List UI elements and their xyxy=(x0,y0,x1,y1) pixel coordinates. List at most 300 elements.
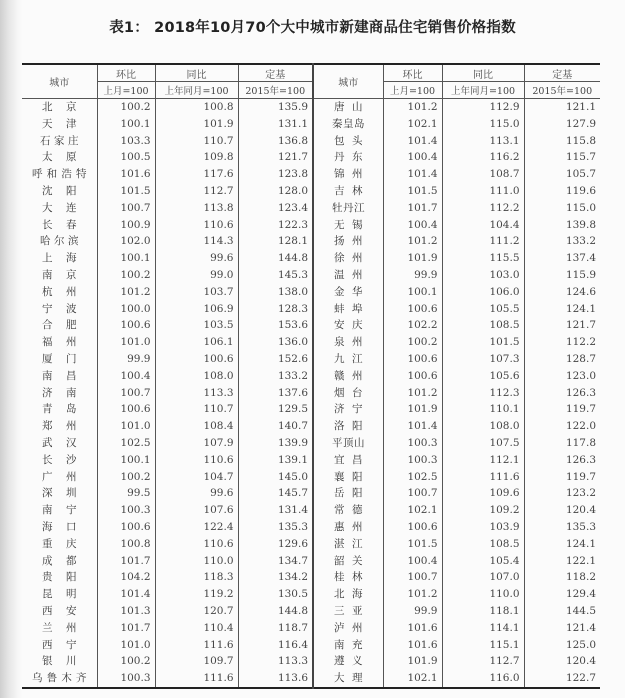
base-value-right: 126.3 xyxy=(565,453,596,466)
header-city-left: 城市 xyxy=(22,64,97,99)
base-value-left: 140.7 xyxy=(238,418,313,435)
base-value-right: 117.8 xyxy=(565,436,596,449)
table-row xyxy=(22,469,600,486)
city-name-left: 太原 xyxy=(22,149,97,166)
base-value-left: 144.8 xyxy=(238,250,313,267)
city-name-right: 泉州 xyxy=(313,334,383,351)
city-name-left: 青岛 xyxy=(22,401,97,418)
mom-value-right: 102.1 xyxy=(383,670,442,688)
base-value-right: 137.4 xyxy=(565,252,596,265)
yoy-value-right: 109.2 xyxy=(442,502,524,519)
yoy-value-right: 115.0 xyxy=(442,116,524,133)
table-row xyxy=(22,267,600,284)
mom-value-right: 100.4 xyxy=(383,553,442,570)
city-name-left: 沈阳 xyxy=(22,183,97,200)
yoy-value-left: 110.6 xyxy=(155,217,238,234)
base-value-left: 129.5 xyxy=(238,401,313,418)
yoy-value-left: 111.6 xyxy=(155,637,238,654)
yoy-value-left: 117.6 xyxy=(155,166,238,183)
city-name-left: 合肥 xyxy=(22,317,97,334)
city-name-left: 成都 xyxy=(22,553,97,570)
city-name-right: 桂林 xyxy=(313,569,383,586)
yoy-value-right: 104.4 xyxy=(442,217,524,234)
city-name-left: 郑州 xyxy=(22,418,97,435)
table-row xyxy=(22,233,600,250)
base-value-right: 133.2 xyxy=(565,235,596,248)
yoy-value-right: 107.0 xyxy=(442,569,524,586)
yoy-value-left: 107.9 xyxy=(155,435,238,452)
base-value-left: 123.4 xyxy=(238,200,313,217)
mom-value-left: 100.2 xyxy=(97,99,155,116)
base-value-right: 135.3 xyxy=(565,520,596,533)
header-row-1 xyxy=(22,64,600,82)
city-name-right: 温州 xyxy=(313,267,383,284)
yoy-value-right: 111.0 xyxy=(442,183,524,200)
yoy-value-left: 119.2 xyxy=(155,586,238,603)
yoy-value-right: 101.5 xyxy=(442,334,524,351)
base-value-left: 135.9 xyxy=(238,99,313,116)
base-value-left: 134.2 xyxy=(238,569,313,586)
mom-value-right: 101.6 xyxy=(383,637,442,654)
city-name-left: 天津 xyxy=(22,116,97,133)
base-value-left: 128.0 xyxy=(238,183,313,200)
header-yoy-right: 同比 xyxy=(442,64,524,82)
city-name-left: 深圳 xyxy=(22,485,97,502)
yoy-value-right: 118.1 xyxy=(442,603,524,620)
mom-value-right: 102.1 xyxy=(383,502,442,519)
city-name-left: 南宁 xyxy=(22,502,97,519)
mom-value-right: 100.2 xyxy=(383,334,442,351)
base-value-right: 123.0 xyxy=(565,369,596,382)
mom-value-left: 100.6 xyxy=(97,317,155,334)
header-mom-left: 环比 xyxy=(97,64,155,82)
mom-value-left: 101.4 xyxy=(97,586,155,603)
city-name-left: 昆明 xyxy=(22,586,97,603)
table-row xyxy=(22,586,600,603)
table-title: 表1： 2018年10月70个大中城市新建商品住宅销售价格指数 xyxy=(109,20,516,36)
yoy-value-left: 103.7 xyxy=(155,284,238,301)
mom-value-right: 100.7 xyxy=(383,569,442,586)
city-name-left: 杭州 xyxy=(22,284,97,301)
yoy-value-left: 100.6 xyxy=(155,351,238,368)
table-row xyxy=(22,553,600,570)
city-name-left: 海口 xyxy=(22,519,97,536)
base-value-right: 124.1 xyxy=(565,537,596,550)
mom-value-right: 100.1 xyxy=(383,284,442,301)
mom-value-left: 99.9 xyxy=(97,351,155,368)
mom-value-right: 101.4 xyxy=(383,166,442,183)
yoy-value-left: 103.5 xyxy=(155,317,238,334)
price-index-table xyxy=(22,63,600,689)
yoy-value-left: 100.8 xyxy=(155,99,238,116)
table-row xyxy=(22,250,600,267)
yoy-value-left: 99.6 xyxy=(155,250,238,267)
yoy-value-left: 113.8 xyxy=(155,200,238,217)
mom-value-right: 101.4 xyxy=(383,418,442,435)
base-value-left: 136.8 xyxy=(238,133,313,150)
table-row xyxy=(22,620,600,637)
city-name-right: 包头 xyxy=(313,133,383,150)
base-value-left: 131.1 xyxy=(238,116,313,133)
yoy-value-right: 105.4 xyxy=(442,553,524,570)
city-name-left: 西安 xyxy=(22,603,97,620)
mom-value-right: 101.5 xyxy=(383,536,442,553)
city-name-left: 宁波 xyxy=(22,301,97,318)
mom-value-left: 101.7 xyxy=(97,553,155,570)
mom-value-left: 100.6 xyxy=(97,401,155,418)
base-value-left: 139.1 xyxy=(238,452,313,469)
mom-value-right: 100.7 xyxy=(383,485,442,502)
base-value-left: 128.1 xyxy=(238,233,313,250)
table-row xyxy=(22,149,600,166)
mom-value-right: 100.3 xyxy=(383,452,442,469)
city-name-right: 吉林 xyxy=(313,183,383,200)
yoy-value-right: 116.0 xyxy=(442,670,524,688)
city-name-right: 秦皇岛 xyxy=(313,116,383,133)
city-name-right: 济宁 xyxy=(313,401,383,418)
city-name-right: 锦州 xyxy=(313,166,383,183)
base-value-left: 118.7 xyxy=(238,620,313,637)
base-value-right: 119.7 xyxy=(565,470,596,483)
yoy-value-right: 114.1 xyxy=(442,620,524,637)
city-name-left: 长沙 xyxy=(22,452,97,469)
table-body xyxy=(22,99,600,688)
city-name-right: 北海 xyxy=(313,586,383,603)
base-value-left: 128.3 xyxy=(238,301,313,318)
base-value-left: 135.3 xyxy=(238,519,313,536)
base-value-left: 122.3 xyxy=(238,217,313,234)
mom-value-left: 101.0 xyxy=(97,418,155,435)
mom-value-right: 101.9 xyxy=(383,401,442,418)
table-row xyxy=(22,637,600,654)
city-name-left: 西宁 xyxy=(22,637,97,654)
city-name-right: 襄阳 xyxy=(313,469,383,486)
mom-value-left: 102.5 xyxy=(97,435,155,452)
city-name-left: 重庆 xyxy=(22,536,97,553)
header-mom-sub-right: 上月=100 xyxy=(383,82,442,99)
base-value-right: 122.7 xyxy=(565,672,596,685)
base-value-right: 115.7 xyxy=(565,151,596,164)
mom-value-right: 101.7 xyxy=(383,200,442,217)
base-value-right: 125.0 xyxy=(565,638,596,651)
yoy-value-left: 113.3 xyxy=(155,385,238,402)
base-value-left: 152.6 xyxy=(238,351,313,368)
base-value-left: 121.7 xyxy=(238,149,313,166)
mom-value-right: 102.5 xyxy=(383,469,442,486)
table-row xyxy=(22,502,600,519)
yoy-value-right: 108.5 xyxy=(442,536,524,553)
base-value-right: 128.7 xyxy=(565,352,596,365)
city-name-right: 安庆 xyxy=(313,317,383,334)
table-row xyxy=(22,485,600,502)
base-value-left: 123.8 xyxy=(238,166,313,183)
yoy-value-right: 115.1 xyxy=(442,637,524,654)
city-name-left: 石家庄 xyxy=(22,133,97,150)
yoy-value-left: 110.6 xyxy=(155,536,238,553)
table-row xyxy=(22,200,600,217)
table-row xyxy=(22,301,600,318)
city-name-right: 惠州 xyxy=(313,519,383,536)
city-name-right: 岳阳 xyxy=(313,485,383,502)
mom-value-right: 100.4 xyxy=(383,149,442,166)
base-value-right: 121.4 xyxy=(565,621,596,634)
mom-value-left: 100.2 xyxy=(97,653,155,670)
yoy-value-left: 107.6 xyxy=(155,502,238,519)
table-row xyxy=(22,317,600,334)
yoy-value-left: 120.7 xyxy=(155,603,238,620)
mom-value-left: 100.8 xyxy=(97,536,155,553)
header-yoy-sub-left: 上年同月=100 xyxy=(155,82,238,99)
yoy-value-left: 109.7 xyxy=(155,653,238,670)
yoy-value-right: 115.5 xyxy=(442,250,524,267)
base-value-left: 130.5 xyxy=(238,586,313,603)
yoy-value-left: 111.6 xyxy=(155,670,238,688)
base-value-right: 122.0 xyxy=(565,420,596,433)
table-row xyxy=(22,452,600,469)
header-yoy-left: 同比 xyxy=(155,64,238,82)
mom-value-right: 101.5 xyxy=(383,183,442,200)
base-value-left: 144.8 xyxy=(238,603,313,620)
table-row xyxy=(22,116,600,133)
base-value-right: 121.1 xyxy=(565,101,596,113)
yoy-value-left: 108.4 xyxy=(155,418,238,435)
table-row xyxy=(22,368,600,385)
mom-value-right: 100.6 xyxy=(383,368,442,385)
city-name-right: 蚌埠 xyxy=(313,301,383,318)
base-value-left: 136.0 xyxy=(238,334,313,351)
city-name-right: 牡丹江 xyxy=(313,200,383,217)
city-name-left: 呼和浩特 xyxy=(22,166,97,183)
base-value-right: 120.4 xyxy=(565,504,596,517)
mom-value-right: 101.9 xyxy=(383,250,442,267)
base-value-left: 116.4 xyxy=(238,637,313,654)
page-edge-shadow xyxy=(0,0,22,698)
mom-value-left: 100.5 xyxy=(97,149,155,166)
city-name-left: 贵阳 xyxy=(22,569,97,586)
mom-value-left: 100.1 xyxy=(97,116,155,133)
city-name-right: 扬州 xyxy=(313,233,383,250)
table-row xyxy=(22,435,600,452)
table-row xyxy=(22,603,600,620)
mom-value-right: 100.6 xyxy=(383,351,442,368)
base-value-right: 129.4 xyxy=(565,588,596,601)
yoy-value-left: 104.7 xyxy=(155,469,238,486)
yoy-value-right: 112.9 xyxy=(442,99,524,116)
city-name-right: 遵义 xyxy=(313,653,383,670)
table-row xyxy=(22,334,600,351)
mom-value-right: 100.6 xyxy=(383,519,442,536)
city-name-right: 常德 xyxy=(313,502,383,519)
yoy-value-left: 114.3 xyxy=(155,233,238,250)
base-value-left: 137.6 xyxy=(238,385,313,402)
yoy-value-right: 110.0 xyxy=(442,586,524,603)
city-name-right: 金华 xyxy=(313,284,383,301)
header-base-right: 定基 xyxy=(524,64,600,82)
base-value-left: 113.3 xyxy=(238,653,313,670)
yoy-value-right: 105.6 xyxy=(442,368,524,385)
mom-value-left: 100.3 xyxy=(97,670,155,688)
yoy-value-right: 106.0 xyxy=(442,284,524,301)
header-city-right: 城市 xyxy=(313,64,383,99)
city-name-left: 长春 xyxy=(22,217,97,234)
table-row xyxy=(22,99,600,116)
yoy-value-left: 106.1 xyxy=(155,334,238,351)
base-value-right: 119.7 xyxy=(565,403,596,416)
city-name-right: 湛江 xyxy=(313,536,383,553)
city-name-left: 福州 xyxy=(22,334,97,351)
yoy-value-right: 112.7 xyxy=(442,653,524,670)
city-name-left: 厦门 xyxy=(22,351,97,368)
base-value-left: 129.6 xyxy=(238,536,313,553)
base-value-left: 145.3 xyxy=(238,267,313,284)
mom-value-left: 100.2 xyxy=(97,469,155,486)
yoy-value-right: 116.2 xyxy=(442,149,524,166)
base-value-right: 127.9 xyxy=(565,117,596,130)
base-value-right: 123.2 xyxy=(565,487,596,500)
mom-value-left: 100.6 xyxy=(97,519,155,536)
yoy-value-right: 108.7 xyxy=(442,166,524,183)
table-row xyxy=(22,569,600,586)
city-name-right: 宜昌 xyxy=(313,452,383,469)
city-name-right: 平顶山 xyxy=(313,435,383,452)
mom-value-left: 101.5 xyxy=(97,183,155,200)
city-name-right: 无锡 xyxy=(313,217,383,234)
mom-value-right: 101.2 xyxy=(383,233,442,250)
city-name-right: 大理 xyxy=(313,670,383,688)
yoy-value-right: 107.3 xyxy=(442,351,524,368)
base-value-right: 122.1 xyxy=(565,554,596,567)
header-mom-right: 环比 xyxy=(383,64,442,82)
base-value-right: 105.7 xyxy=(565,168,596,181)
city-name-right: 洛阳 xyxy=(313,418,383,435)
header-base-sub-right: 2015年=100 xyxy=(524,82,600,99)
mom-value-left: 100.9 xyxy=(97,217,155,234)
mom-value-left: 100.4 xyxy=(97,368,155,385)
header-mom-sub-left: 上月=100 xyxy=(97,82,155,99)
base-value-left: 139.9 xyxy=(238,435,313,452)
yoy-value-right: 103.9 xyxy=(442,519,524,536)
mom-value-left: 101.2 xyxy=(97,284,155,301)
base-value-left: 113.6 xyxy=(238,670,313,688)
city-name-left: 哈尔滨 xyxy=(22,233,97,250)
yoy-value-left: 106.9 xyxy=(155,301,238,318)
mom-value-right: 101.2 xyxy=(383,586,442,603)
mom-value-left: 101.6 xyxy=(97,166,155,183)
yoy-value-right: 110.1 xyxy=(442,401,524,418)
mom-value-left: 100.7 xyxy=(97,385,155,402)
city-name-left: 武汉 xyxy=(22,435,97,452)
mom-value-left: 100.1 xyxy=(97,250,155,267)
mom-value-right: 100.4 xyxy=(383,217,442,234)
mom-value-left: 101.3 xyxy=(97,603,155,620)
table-row xyxy=(22,519,600,536)
mom-value-left: 100.1 xyxy=(97,452,155,469)
mom-value-left: 100.0 xyxy=(97,301,155,318)
mom-value-left: 100.7 xyxy=(97,200,155,217)
city-name-right: 赣州 xyxy=(313,368,383,385)
base-value-right: 124.1 xyxy=(565,302,596,315)
base-value-left: 153.6 xyxy=(238,317,313,334)
mom-value-right: 102.1 xyxy=(383,116,442,133)
mom-value-right: 101.2 xyxy=(383,99,442,116)
base-value-right: 115.8 xyxy=(565,134,596,147)
header-row-2 xyxy=(22,82,600,99)
mom-value-left: 101.0 xyxy=(97,334,155,351)
city-name-right: 丹东 xyxy=(313,149,383,166)
base-value-right: 121.7 xyxy=(565,319,596,332)
mom-value-right: 101.9 xyxy=(383,653,442,670)
mom-value-left: 99.5 xyxy=(97,485,155,502)
yoy-value-left: 110.0 xyxy=(155,553,238,570)
city-name-left: 乌鲁木齐 xyxy=(22,670,97,688)
yoy-value-left: 112.7 xyxy=(155,183,238,200)
city-name-left: 银川 xyxy=(22,653,97,670)
base-value-right: 118.2 xyxy=(565,571,596,584)
city-name-right: 三亚 xyxy=(313,603,383,620)
mom-value-right: 101.4 xyxy=(383,133,442,150)
mom-value-right: 101.6 xyxy=(383,620,442,637)
mom-value-left: 101.0 xyxy=(97,637,155,654)
base-value-right: 115.9 xyxy=(565,268,596,281)
city-name-right: 九江 xyxy=(313,351,383,368)
yoy-value-left: 122.4 xyxy=(155,519,238,536)
yoy-value-left: 110.4 xyxy=(155,620,238,637)
header-base-left: 定基 xyxy=(238,64,313,82)
mom-value-left: 101.7 xyxy=(97,620,155,637)
mom-value-left: 102.0 xyxy=(97,233,155,250)
city-name-right: 唐山 xyxy=(313,99,383,116)
yoy-value-right: 109.6 xyxy=(442,485,524,502)
mom-value-left: 100.2 xyxy=(97,267,155,284)
yoy-value-left: 101.9 xyxy=(155,116,238,133)
table-row xyxy=(22,670,600,688)
city-name-left: 北京 xyxy=(22,99,97,116)
yoy-value-right: 111.6 xyxy=(442,469,524,486)
base-value-left: 133.2 xyxy=(238,368,313,385)
mom-value-right: 100.3 xyxy=(383,435,442,452)
base-value-left: 138.0 xyxy=(238,284,313,301)
mom-value-right: 100.6 xyxy=(383,301,442,318)
base-value-right: 112.2 xyxy=(565,336,596,349)
base-value-right: 120.4 xyxy=(565,655,596,668)
city-name-right: 韶关 xyxy=(313,553,383,570)
yoy-value-left: 110.7 xyxy=(155,401,238,418)
city-name-right: 烟台 xyxy=(313,385,383,402)
city-name-left: 济南 xyxy=(22,385,97,402)
mom-value-right: 101.2 xyxy=(383,385,442,402)
yoy-value-left: 110.6 xyxy=(155,452,238,469)
table-row xyxy=(22,536,600,553)
yoy-value-right: 108.0 xyxy=(442,418,524,435)
mom-value-right: 102.2 xyxy=(383,317,442,334)
header-base-sub-left: 2015年=100 xyxy=(238,82,313,99)
table-row xyxy=(22,351,600,368)
table-row xyxy=(22,653,600,670)
yoy-value-right: 112.2 xyxy=(442,200,524,217)
city-name-left: 南昌 xyxy=(22,368,97,385)
base-value-right: 115.0 xyxy=(565,201,596,214)
base-value-right: 119.6 xyxy=(565,184,596,197)
base-value-left: 145.7 xyxy=(238,485,313,502)
city-name-left: 兰州 xyxy=(22,620,97,637)
city-name-left: 南京 xyxy=(22,267,97,284)
yoy-value-left: 108.0 xyxy=(155,368,238,385)
yoy-value-left: 99.6 xyxy=(155,485,238,502)
mom-value-right: 99.9 xyxy=(383,267,442,284)
header-yoy-sub-right: 上年同月=100 xyxy=(442,82,524,99)
base-value-right: 144.5 xyxy=(565,604,596,617)
yoy-value-right: 112.1 xyxy=(442,452,524,469)
